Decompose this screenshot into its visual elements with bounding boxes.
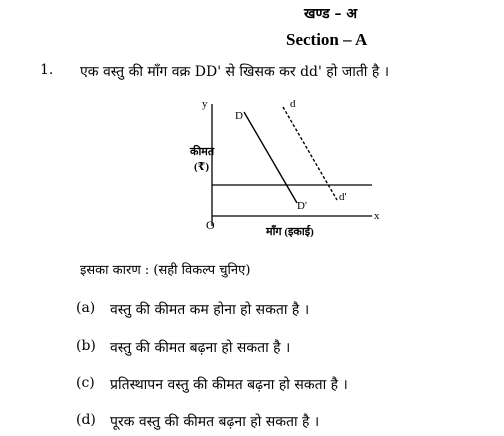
demand-units-label: माँग (इकाई) [266, 226, 314, 238]
origin-label: O [206, 218, 215, 232]
x-axis-label: x [374, 210, 380, 222]
option-d-text: पूरक वस्तु की कीमत बढ़ना हो सकता है । [110, 414, 320, 430]
reason-prompt: इसका कारण : (सही विकल्प चुनिए) [80, 263, 251, 278]
option-b-label: (b) [76, 338, 96, 354]
price-label: कीमत [190, 146, 215, 158]
curve-d-label: d [290, 98, 296, 110]
section-heading: Section – A [286, 30, 368, 49]
question-number: 1. [40, 62, 54, 78]
option-b-text: वस्तु की कीमत बढ़ना हो सकता है । [110, 340, 291, 356]
option-a-label: (a) [76, 300, 96, 316]
curve-d-prime-label: d' [339, 191, 347, 203]
option-c-label: (c) [76, 375, 95, 391]
price-unit-label: (₹) [194, 161, 209, 173]
option-d-label: (d) [76, 412, 96, 428]
curve-D-label: D [235, 110, 243, 122]
khand-heading: खण्ड – अ [304, 6, 358, 22]
y-axis-label: y [202, 98, 208, 110]
option-c-text: प्रतिस्थापन वस्तु की कीमत बढ़ना हो सकता है । [110, 377, 348, 393]
question-text: एक वस्तु की माँग वक्र DD' से खिसक कर dd' हो जाती है । [80, 64, 390, 80]
curve-D-prime-label: D' [297, 200, 307, 212]
option-a-text: वस्तु की कीमत कम होना हो सकता है । [110, 302, 310, 318]
curve-dd [283, 107, 337, 200]
curve-DD [244, 112, 297, 203]
